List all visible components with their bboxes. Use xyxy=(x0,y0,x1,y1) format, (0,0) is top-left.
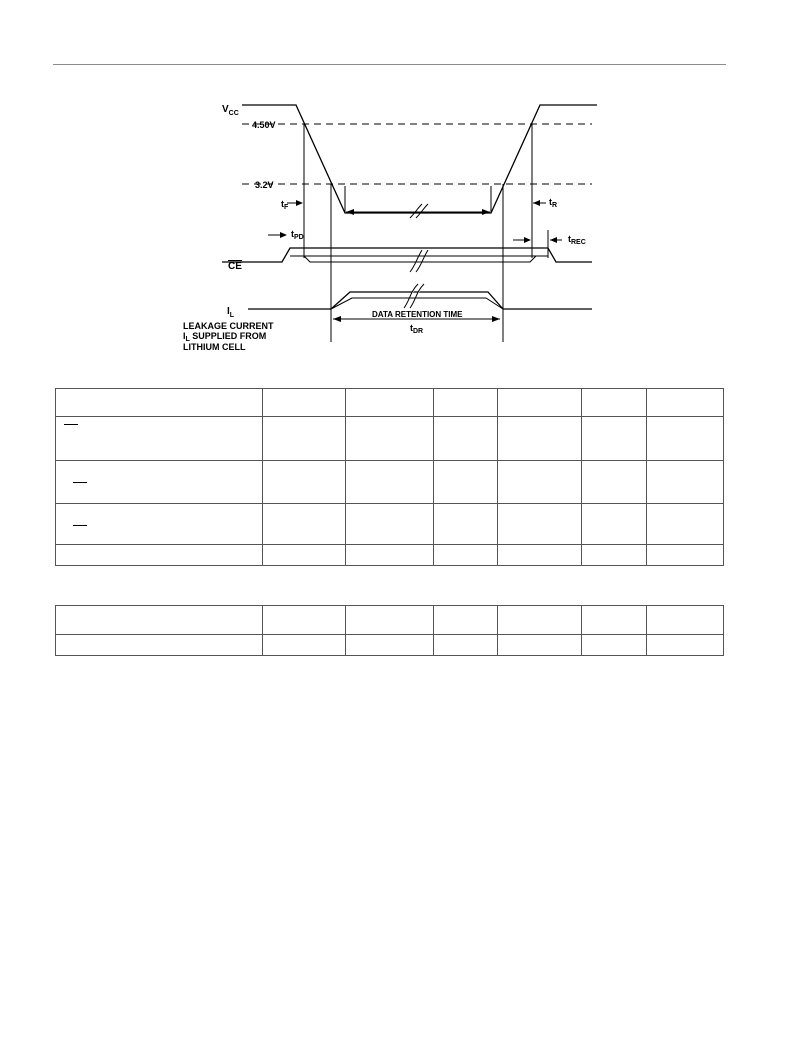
tpd-arrow xyxy=(280,232,287,238)
il-waveform xyxy=(248,292,592,309)
overline-mark xyxy=(64,424,78,425)
overline-mark xyxy=(73,525,87,526)
table-row xyxy=(56,417,724,461)
tdr-arrow-right xyxy=(492,316,500,322)
tr-label: $t_R$ xyxy=(549,197,558,209)
leakage-line-2: $I_L$ SUPPLIED FROM xyxy=(183,331,267,343)
leakage-line-1: LEAKAGE CURRENT xyxy=(183,321,274,331)
ce-label: CE xyxy=(228,261,242,272)
level-32-label: 3.2V xyxy=(255,180,274,190)
table-row xyxy=(56,504,724,545)
capacitance-table xyxy=(55,605,724,656)
table-row xyxy=(56,389,724,417)
tpd-label: $t_{PD}$ xyxy=(291,229,304,241)
tr-arrow xyxy=(533,200,540,206)
table-row xyxy=(56,461,724,504)
table-row xyxy=(56,606,724,635)
ce-waveform xyxy=(222,248,592,262)
data-retention-label: DATA RETENTION TIME xyxy=(372,310,463,319)
table-row xyxy=(56,545,724,566)
vcc-waveform xyxy=(242,105,597,213)
tf-arrow xyxy=(296,200,303,206)
tdr-arrow-left xyxy=(333,316,341,322)
dc-characteristics-table xyxy=(55,388,724,566)
il-label: $I_L$ xyxy=(227,306,235,319)
trec-label: $t_{REC}$ xyxy=(568,234,586,246)
tf-label: $t_F$ xyxy=(281,199,289,211)
tdr-label: $t_{DR}$ xyxy=(410,323,424,335)
vcc-label: $V_{CC}$ xyxy=(222,104,239,117)
table-row xyxy=(56,635,724,656)
level-450-label: 4.50V xyxy=(252,120,276,130)
overline-mark xyxy=(73,482,87,483)
data-retention-timing-diagram xyxy=(0,0,802,380)
trec-arrow xyxy=(550,237,557,243)
leakage-line-3: LITHIUM CELL xyxy=(183,342,246,352)
